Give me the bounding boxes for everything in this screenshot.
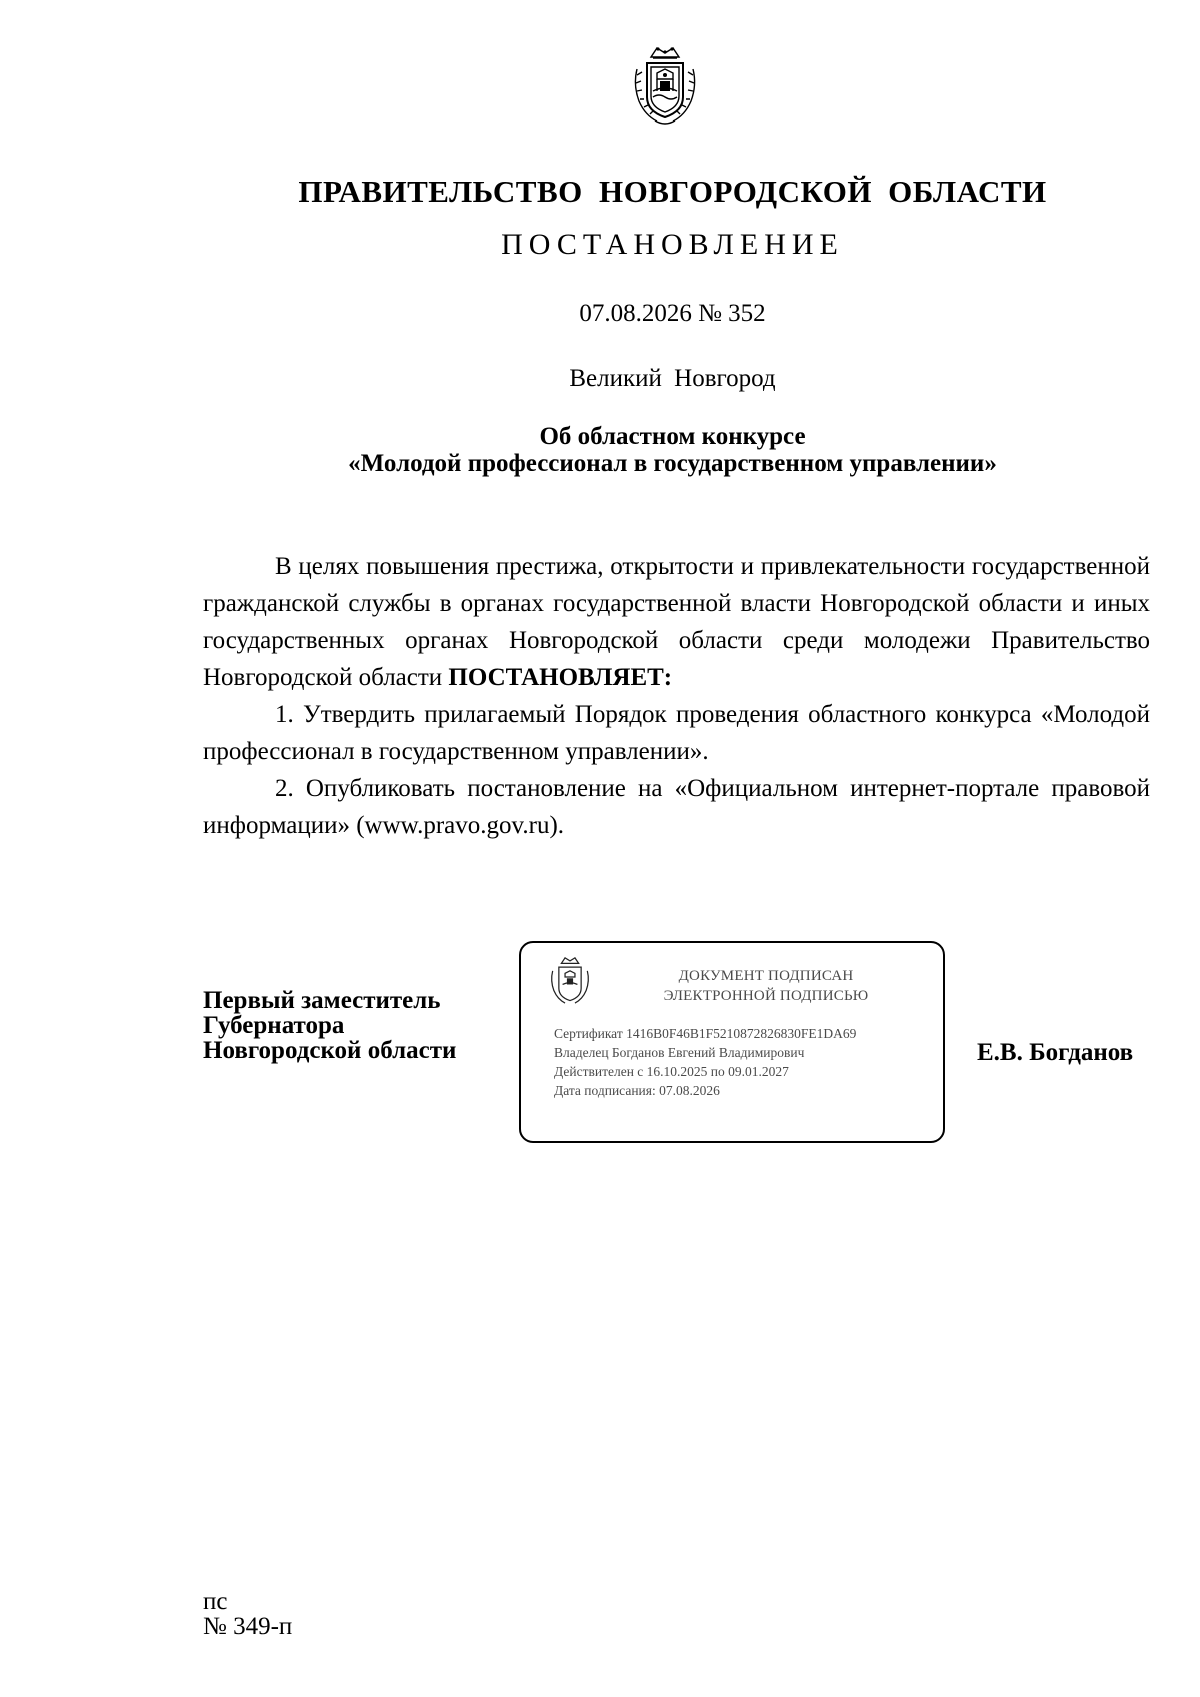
government-title: ПРАВИТЕЛЬСТВО НОВГОРОДСКОЙ ОБЛАСТИ xyxy=(298,174,1047,209)
resolves-word: ПОСТАНОВЛЯЕТ: xyxy=(448,664,673,691)
decree-subject xyxy=(0,423,1200,477)
registration-note xyxy=(203,1589,292,1639)
stamp-certificate: Сертификат 1416B0F46B1F5210872826830FE1DA69 xyxy=(554,1026,857,1041)
document-type: ПОСТАНОВЛЕНИЕ xyxy=(501,228,844,261)
preamble-text: В целях повышения престижа, открытости и привлекательности государственной гражданской службы в органах государственной власти Новгородской области и иных государственных органах Новгородской области среди молодежи Правительство Новгородской области xyxy=(203,553,1150,691)
subject-line-1: Об областном конкурсе xyxy=(539,423,806,450)
subject-line-2: «Молодой профессионал в государственном управлении» xyxy=(348,450,997,477)
stamp-title-line-1: ДОКУМЕНТ ПОДПИСАН xyxy=(678,968,854,984)
item-1: 1. Утвердить прилагаемый Порядок проведения областного конкурса «Молодой профессионал в государственном управлении». xyxy=(203,701,1150,765)
signatory-position xyxy=(203,988,456,1063)
stamp-validity: Действителен с 16.10.2025 по 09.01.2027 xyxy=(554,1064,789,1079)
coat-of-arms-emblem xyxy=(631,45,699,129)
stamp-title xyxy=(616,966,916,1006)
decree-date-number: 07.08.2026 № 352 xyxy=(579,300,766,327)
signatory-name: Е.В. Богданов xyxy=(977,1039,1134,1066)
position-line-3: Новгородской области xyxy=(203,1037,457,1064)
preamble-paragraph xyxy=(203,548,1150,696)
city: Великий Новгород xyxy=(569,365,776,392)
position-line-2: Губернатора xyxy=(203,1012,345,1039)
registration-line-1: пс xyxy=(203,1588,228,1615)
item-2: 2. Опубликовать постановление на «Официальном интернет-портале правовой информации» (www.pravo.gov.ru). xyxy=(203,775,1150,839)
position-line-1: Первый заместитель xyxy=(203,987,441,1014)
stamp-signed-date: Дата подписания: 07.08.2026 xyxy=(554,1083,720,1098)
electronic-signature-stamp xyxy=(519,941,945,1143)
stamp-owner: Владелец Богданов Евгений Владимирович xyxy=(554,1045,805,1060)
decree-body xyxy=(203,548,1150,844)
stamp-emblem-icon xyxy=(548,956,592,1008)
stamp-title-line-2: ЭЛЕКТРОННОЙ ПОДПИСЬЮ xyxy=(663,988,869,1004)
stamp-details xyxy=(554,1024,856,1100)
registration-line-2: № 349-п xyxy=(203,1613,293,1640)
